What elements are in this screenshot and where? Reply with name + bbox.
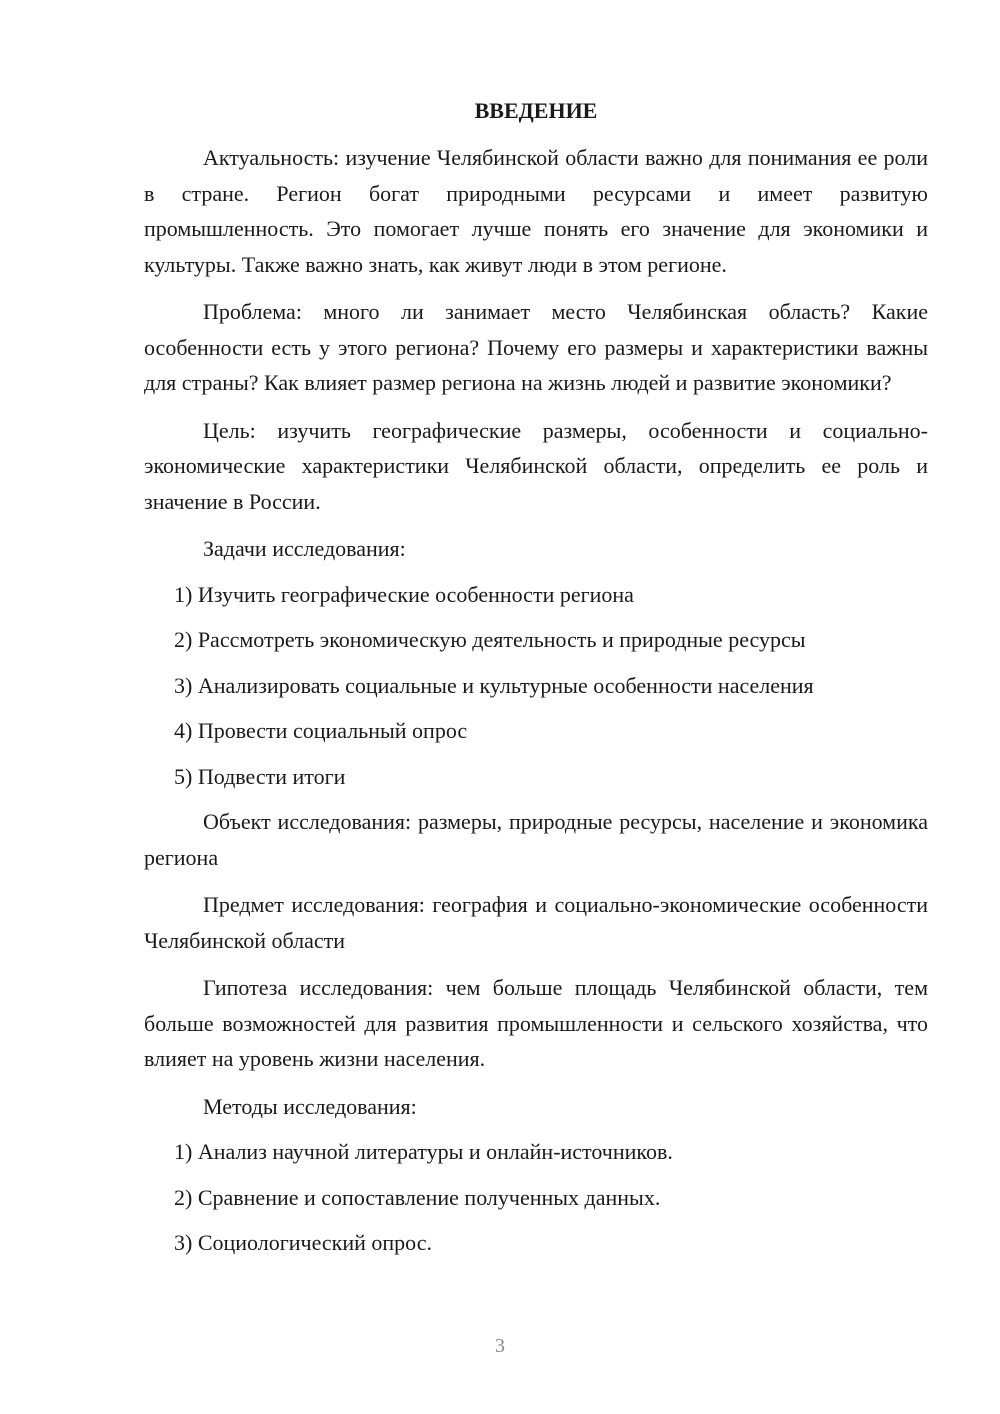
page-content bbox=[144, 93, 928, 1271]
section-heading: ВВЕДЕНИЕ bbox=[474, 98, 598, 123]
method-item: 1) Анализ научной литературы и онлайн-источников. bbox=[174, 1139, 673, 1164]
relevance-paragraph: Актуальность: изучение Челябинской области важно для понимания ее роли в стране. Регион богат природными ресурсами и имеет развитую промышленность. Это помогает лучше понять его значение для экономики и культуры. Также важно знать, как живут люди в этом регионе. bbox=[144, 145, 928, 277]
hypothesis-paragraph: Гипотеза исследования: чем больше площадь Челябинской области, тем больше возможностей для развития промышленности и сельского хозяйства, что влияет на уровень жизни населения. bbox=[144, 975, 928, 1071]
page-number: 3 bbox=[495, 1335, 505, 1357]
subject-paragraph: Предмет исследования: география и социально-экономические особенности Челябинской области bbox=[144, 892, 928, 953]
tasks-list bbox=[144, 577, 928, 794]
task-item: 3) Анализировать социальные и культурные особенности населения bbox=[174, 672, 814, 698]
task-item: 1) Изучить географические особенности региона bbox=[174, 581, 634, 607]
problem-paragraph: Проблема: много ли занимает место Челябинская область? Какие особенности есть у этого региона? Почему его размеры и характеристики важны для страны? Как влияет размер региона на жизнь людей и развитие экономики? bbox=[144, 299, 928, 395]
methods-list bbox=[144, 1134, 928, 1260]
task-item: 5) Подвести итоги bbox=[174, 763, 346, 789]
tasks-heading: Задачи исследования: bbox=[203, 536, 406, 561]
task-item: 4) Провести социальный опрос bbox=[174, 718, 468, 743]
goal-paragraph: Цель: изучить географические размеры, особенности и социально-экономические характеристики Челябинской области, определить ее роль и значение в России. bbox=[144, 417, 928, 514]
methods-heading: Методы исследования: bbox=[203, 1093, 417, 1119]
method-item: 2) Сравнение и сопоставление полученных данных. bbox=[174, 1184, 661, 1210]
task-item: 2) Рассмотреть экономическую деятельность и природные ресурсы bbox=[174, 627, 806, 652]
object-paragraph: Объект исследования: размеры, природные ресурсы, население и экономика региона bbox=[144, 809, 928, 870]
method-item: 3) Социологический опрос. bbox=[174, 1230, 432, 1255]
